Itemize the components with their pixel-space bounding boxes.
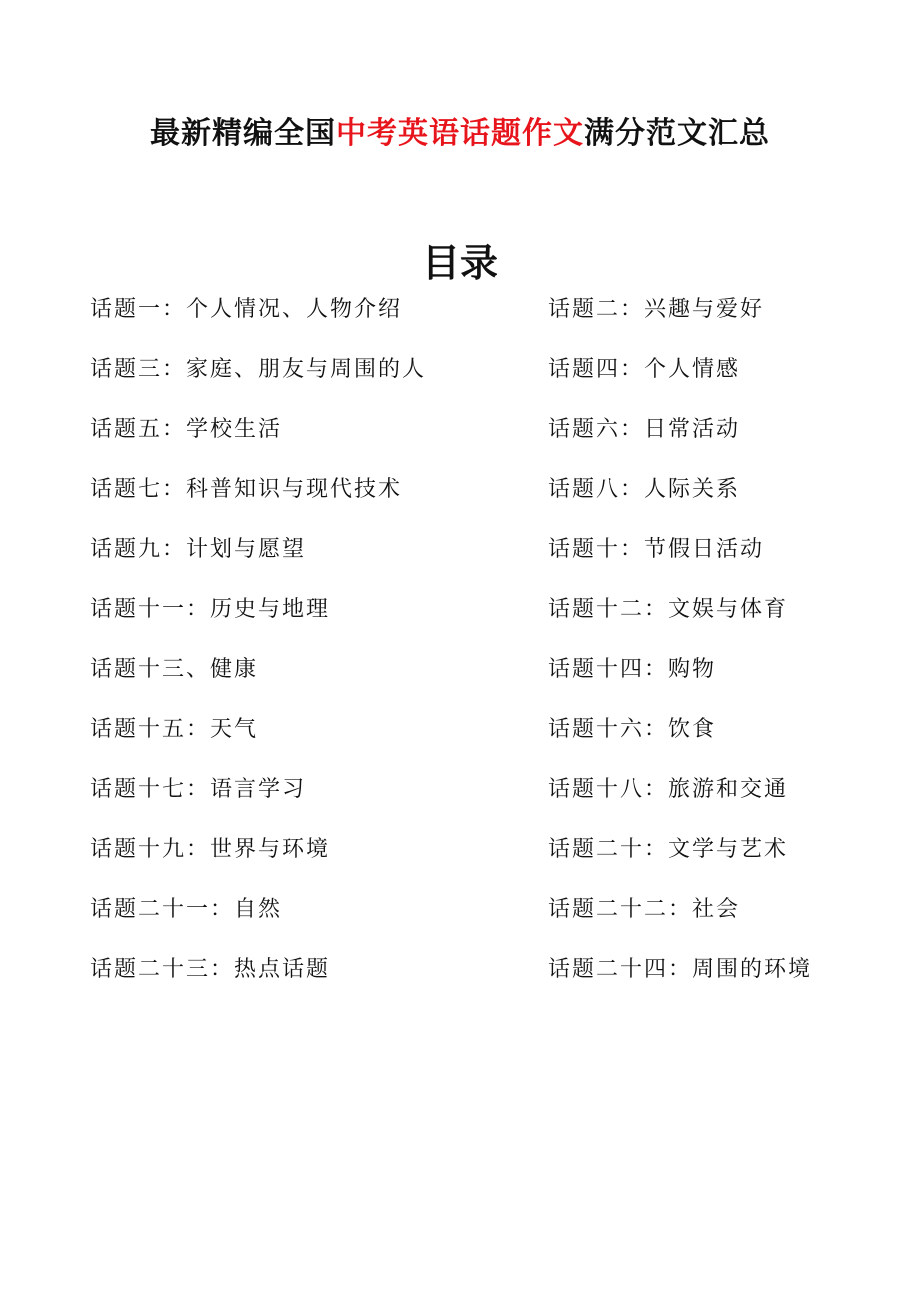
toc-row <box>90 590 850 650</box>
table-of-contents <box>90 290 850 1010</box>
toc-heading: 目录 <box>421 241 498 285</box>
title-highlight: 中考英语话题作文 <box>336 116 584 152</box>
toc-item-17[interactable]: 话题十七：语言学习 <box>90 777 307 802</box>
toc-item-2[interactable]: 话题二：兴趣与爱好 <box>548 297 765 322</box>
toc-item-19[interactable]: 话题十九：世界与环境 <box>90 837 331 862</box>
toc-item-7[interactable]: 话题七：科普知识与现代技术 <box>90 477 403 502</box>
title-suffix: 满分范文汇总 <box>584 116 770 152</box>
toc-item-1[interactable]: 话题一：个人情况、人物介绍 <box>90 297 403 322</box>
toc-item-15[interactable]: 话题十五：天气 <box>90 717 259 742</box>
toc-row <box>90 830 850 890</box>
toc-item-14[interactable]: 话题十四：购物 <box>548 657 717 682</box>
toc-item-10[interactable]: 话题十：节假日活动 <box>548 537 765 562</box>
toc-row <box>90 410 850 470</box>
toc-row <box>90 650 850 710</box>
toc-item-12[interactable]: 话题十二：文娱与体育 <box>548 597 789 622</box>
toc-row <box>90 770 850 830</box>
toc-item-8[interactable]: 话题八：人际关系 <box>548 477 741 502</box>
toc-row <box>90 950 850 1010</box>
title-prefix: 最新精编全国 <box>150 116 336 152</box>
toc-item-23[interactable]: 话题二十三：热点话题 <box>90 957 331 982</box>
toc-item-16[interactable]: 话题十六：饮食 <box>548 717 717 742</box>
toc-row <box>90 350 850 410</box>
toc-row <box>90 710 850 770</box>
toc-row <box>90 290 850 350</box>
toc-item-20[interactable]: 话题二十：文学与艺术 <box>548 837 789 862</box>
toc-row <box>90 530 850 590</box>
toc-item-24[interactable]: 话题二十四：周围的环境 <box>548 957 813 982</box>
toc-row <box>90 470 850 530</box>
toc-item-3[interactable]: 话题三：家庭、朋友与周围的人 <box>90 357 427 382</box>
toc-item-11[interactable]: 话题十一：历史与地理 <box>90 597 331 622</box>
toc-item-4[interactable]: 话题四：个人情感 <box>548 357 741 382</box>
document-title <box>0 108 920 152</box>
toc-item-21[interactable]: 话题二十一：自然 <box>90 897 283 922</box>
toc-item-9[interactable]: 话题九：计划与愿望 <box>90 537 307 562</box>
toc-item-22[interactable]: 话题二十二：社会 <box>548 897 741 922</box>
toc-item-6[interactable]: 话题六：日常活动 <box>548 417 741 442</box>
toc-item-5[interactable]: 话题五：学校生活 <box>90 417 283 442</box>
toc-item-18[interactable]: 话题十八：旅游和交通 <box>548 777 789 802</box>
toc-row <box>90 890 850 950</box>
toc-item-13[interactable]: 话题十三、健康 <box>90 657 259 682</box>
